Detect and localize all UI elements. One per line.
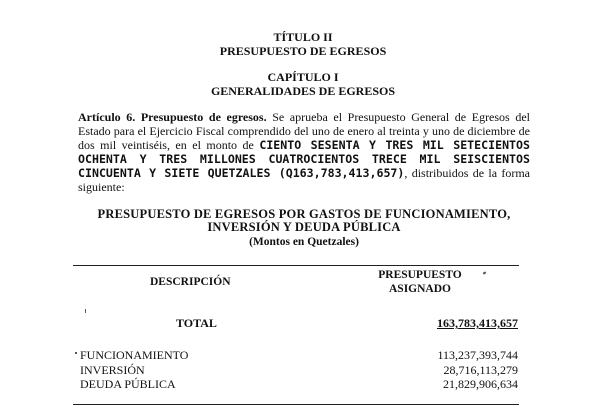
table-row-value-inversion: 28,716,113,279 <box>443 363 518 377</box>
table-row-value-funcionamiento: 113,237,393,744 <box>437 348 518 362</box>
table-title: PRESUPUESTO DE EGRESOS POR GASTOS DE FUNCIONAMIENTO, INVERSIÓN Y DEUDA PÚBLICA <box>97 207 511 234</box>
table-top-rule <box>73 265 519 266</box>
table-row-label-funcionamiento: FUNCIONAMIENTO <box>80 348 189 362</box>
article-label: Artículo 6. Presupuesto de egresos. <box>78 110 267 124</box>
article-paragraph <box>78 110 530 194</box>
total-value: 163,783,413,657 <box>437 316 518 330</box>
article-text-1: Se aprueba el Presupuesto General de Egresos del Estado para el Ejercicio Fiscal comprendido del uno de enero al treinta y uno de diciembre de dos mil veintiséis, en el monto de <box>78 110 530 152</box>
title-number: TÍTULO II <box>273 30 333 44</box>
chapter-number: CAPÍTULO I <box>267 70 339 84</box>
scan-speck <box>85 309 86 313</box>
table-row-label-inversion: INVERSIÓN <box>80 363 145 377</box>
chapter-name: GENERALIDADES DE EGRESOS <box>210 84 396 98</box>
table-bottom-rule <box>73 404 519 405</box>
column-header-description: DESCRIPCIÓN <box>150 276 231 288</box>
total-label: TOTAL <box>176 316 217 330</box>
table-row-label-deuda: DEUDA PÚBLICA <box>80 377 176 391</box>
column-header-budget <box>360 268 480 296</box>
table-subtitle: (Montos en Quetzales) <box>249 236 359 248</box>
scan-speck <box>483 271 487 274</box>
column-header-budget-line1: PRESUPUESTO <box>378 269 462 281</box>
article-text-2: , distribuidos de la forma siguiente: <box>78 166 530 194</box>
scan-speck <box>75 352 77 354</box>
column-header-budget-line2: ASIGNADO <box>389 283 451 295</box>
table-row-value-deuda: 21,829,906,634 <box>443 377 518 391</box>
article-amount-words: CIENTO SESENTA Y TRES MIL SETECIENTOS OCHENTA Y TRES MILLONES CUATROCIENTOS TRECE MIL SEISCIENTOS CINCUENTA Y SIETE QUETZALES (Q163,783,413,657) <box>78 138 531 180</box>
title-name: PRESUPUESTO DE EGRESOS <box>219 44 387 58</box>
